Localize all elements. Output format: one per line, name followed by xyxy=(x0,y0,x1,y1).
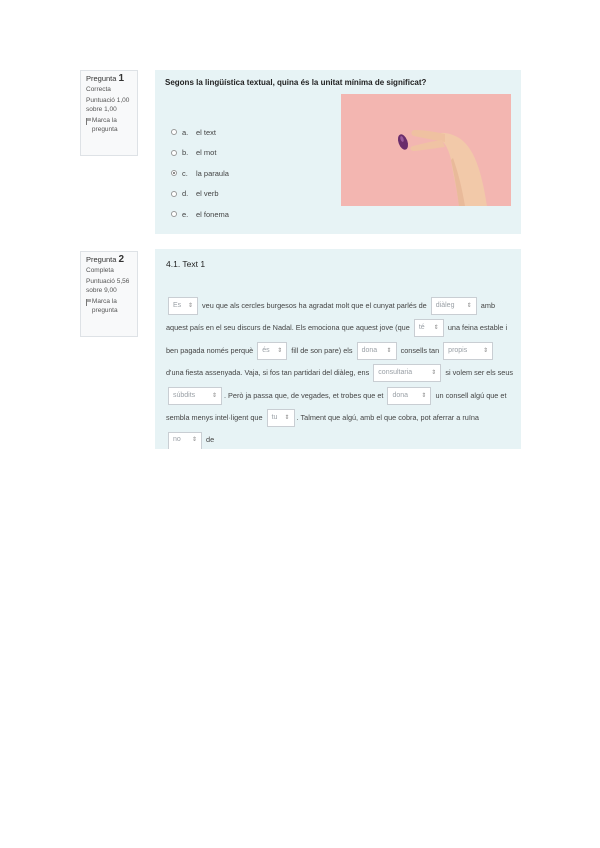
dropdown-6[interactable] xyxy=(443,342,493,360)
option-text: el text xyxy=(196,127,217,137)
cloze-text xyxy=(166,295,514,449)
option-letter: d. xyxy=(182,189,189,199)
answer-option-e[interactable] xyxy=(171,204,229,225)
dropdown-3[interactable] xyxy=(414,319,444,337)
dropdown-value: no xyxy=(173,436,181,444)
dropdown-value: consultaria xyxy=(378,369,413,377)
updown-caret-icon: ⇕ xyxy=(433,325,439,332)
option-letter: b. xyxy=(182,148,189,158)
dropdown-11[interactable] xyxy=(168,432,202,449)
flag-question-link[interactable] xyxy=(86,117,133,134)
question-2-panel xyxy=(155,249,521,449)
option-letter: e. xyxy=(182,209,189,219)
updown-caret-icon: ⇕ xyxy=(466,302,472,309)
updown-caret-icon: ⇕ xyxy=(187,302,193,309)
question-text: Segons la lingüística textual, quina és la unitat mínima de significat? xyxy=(165,78,427,87)
updown-caret-icon: ⇕ xyxy=(483,347,489,354)
text-segment: veu que als cercles burgesos ha agradat molt que el cunyat parlés de xyxy=(200,301,429,310)
dropdown-1[interactable] xyxy=(168,297,198,315)
question-status: Correcta xyxy=(86,85,111,93)
question-number xyxy=(86,256,133,265)
question-image xyxy=(341,94,511,206)
dropdown-value: súbdits xyxy=(173,391,196,399)
answer-option-a[interactable] xyxy=(171,122,229,143)
hand-pinch-illustration xyxy=(341,94,511,206)
answer-option-b[interactable] xyxy=(171,143,229,164)
text-segment: de xyxy=(204,435,215,445)
dropdown-4[interactable] xyxy=(257,342,287,360)
dropdown-value: Es xyxy=(173,301,182,309)
text-segment: fill de son pare) els xyxy=(289,345,355,355)
updown-caret-icon: ⇕ xyxy=(211,392,217,399)
question-2-info xyxy=(80,251,138,337)
dropdown-value: és xyxy=(262,346,270,354)
dropdown-value: té xyxy=(418,324,425,332)
answer-options xyxy=(171,122,229,225)
flag-question-link[interactable] xyxy=(86,298,133,315)
question-score: Puntuació 5,56 sobre 9,00 xyxy=(86,278,130,294)
question-label: Pregunta xyxy=(86,74,117,83)
text-segment: si volem ser els seus xyxy=(443,368,514,378)
updown-caret-icon: ⇕ xyxy=(284,414,290,421)
dropdown-value: diàleg xyxy=(435,301,455,309)
text-segment: una feina estable i ben pagada només perquè xyxy=(166,323,508,355)
radio-c[interactable] xyxy=(171,170,177,176)
text-segment: amb aquest país en el seu discurs de Nadal. Els emociona que aquest jove (que xyxy=(166,301,496,333)
option-text: el mot xyxy=(196,148,217,158)
updown-caret-icon: ⇕ xyxy=(277,347,283,354)
dropdown-value: tu xyxy=(271,413,278,421)
dropdown-2[interactable] xyxy=(431,297,477,315)
flag-icon xyxy=(86,299,90,305)
updown-caret-icon: ⇕ xyxy=(431,370,437,377)
option-text: el fonema xyxy=(196,209,229,219)
dropdown-5[interactable] xyxy=(357,342,397,360)
updown-caret-icon: ⇕ xyxy=(386,347,392,354)
dropdown-value: dona xyxy=(361,346,378,354)
question-label: Pregunta xyxy=(86,255,117,264)
question-number-value: 1 xyxy=(118,73,125,84)
question-1-info xyxy=(80,70,138,156)
option-text: la paraula xyxy=(196,168,229,178)
option-text: el verb xyxy=(196,189,219,199)
text-segment: un consell algú que et sembla menys intel·ligent que xyxy=(166,390,507,423)
radio-d[interactable] xyxy=(171,191,177,197)
dropdown-10[interactable] xyxy=(267,409,295,427)
answer-option-d[interactable] xyxy=(171,184,229,205)
dropdown-7[interactable] xyxy=(373,364,441,382)
text-segment: consells tan xyxy=(398,345,442,355)
flag-question-label: Marca la pregunta xyxy=(91,117,118,133)
option-letter: c. xyxy=(182,168,188,178)
question-1-panel xyxy=(155,70,521,234)
radio-b[interactable] xyxy=(171,150,177,156)
flag-icon xyxy=(86,118,90,124)
question-number-value: 2 xyxy=(118,254,125,265)
dropdown-value: propis xyxy=(448,346,468,354)
dropdown-9[interactable] xyxy=(387,387,431,405)
radio-e[interactable] xyxy=(171,211,177,217)
flag-question-label: Marca la pregunta xyxy=(91,298,118,314)
dropdown-value: dona xyxy=(392,391,409,399)
text-segment: d'una fiesta assenyada. Vaja, si fos tan partidari del diàleg, ens xyxy=(166,368,372,378)
updown-caret-icon: ⇕ xyxy=(191,437,197,444)
option-letter: a. xyxy=(182,127,189,137)
text-segment: . Talment que algú, amb el que cobra, pot aferrar a ruïna xyxy=(296,413,479,423)
question-title: 4.1. Text 1 xyxy=(166,259,206,269)
answer-option-c[interactable] xyxy=(171,163,229,184)
question-number xyxy=(86,75,133,84)
question-score: Puntuació 1,00 sobre 1,00 xyxy=(86,97,130,113)
updown-caret-icon: ⇕ xyxy=(421,392,427,399)
question-status: Completa xyxy=(86,266,114,274)
text-segment: . Però ja passa que, de vegades, et trobes que et xyxy=(224,390,386,400)
radio-a[interactable] xyxy=(171,129,177,135)
dropdown-8[interactable] xyxy=(168,387,222,405)
